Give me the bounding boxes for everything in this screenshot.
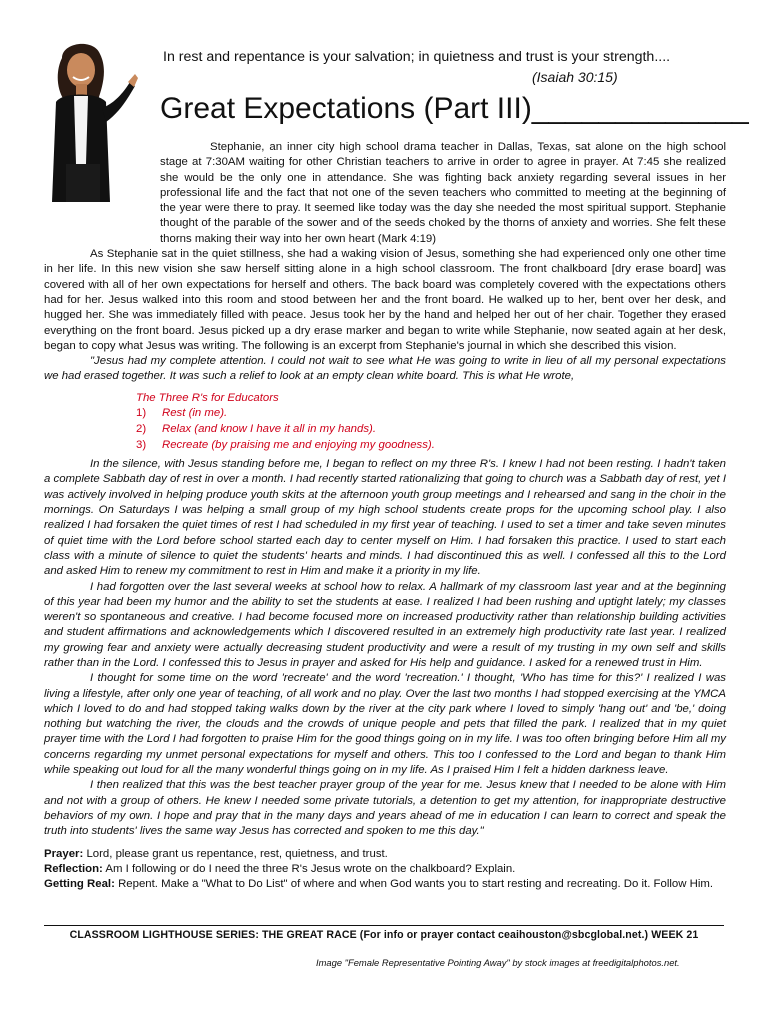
- prayer-text: Lord, please grant us repentance, rest, quietness, and trust.: [86, 847, 388, 860]
- getting-real-text: Repent. Make a "What to Do List" of where and when God wants you to start resting and recreating. Do it. Follow Him.: [118, 878, 714, 891]
- article-body: [44, 140, 726, 892]
- list-item-text: Recreate (by praising me and enjoying my goodness).: [162, 438, 435, 451]
- prayer-line: [44, 847, 726, 862]
- verse-citation: (Isaiah 30:15): [532, 69, 618, 85]
- journal-paragraph: In the silence, with Jesus standing before me, I began to reflect on my three R's. I knew I had not been resting. I hadn't taken a complete Sabbath day of rest in over a month. I had recently started rationalizing that going to church was a Sabbath day of rest, yet I was actively involved in helping produce youth skits at the afternoon youth group meetings and I rehearsed and sang in the choir in the mornings. On Saturdays I was helping a small group of my high school students create props for the upcoming school play. I also realized I had forsaken the quiet times of rest I had scheduled in my first year of teaching. I used to set a timer and take seven minutes of quiet time with the Lord before school started each day to center myself on Him. I had forsaken this practice. I used to start each class with a minute of silence to quiet the students' hearts and minds. I had discontinued this as well. I confessed all this to the Lord and asked Him to renew my commitment to rest in Him and make it a priority in my life.: [44, 458, 726, 578]
- list-item-text: Relax (and know I have it all in my hands).: [162, 422, 376, 435]
- getting-real-label: Getting Real:: [44, 878, 115, 891]
- list-item-number: 1): [136, 407, 147, 420]
- paragraph: As Stephanie sat in the quiet stillness, she had a waking vision of Jesus, something she had experienced only one other time in her life. In this new vision she saw herself sitting alone in a high school classroom. The front chalkboard [dry erase board] was covered with all of her own expectations for herself and others. The back board was completely covered with the expectations others had for her. Jesus walked into this room and stood between her and the front board. He walked up to her, bent over her desk, and hugged her. She was immediately filled with peace. Jesus took her by the hand and helped her out of her chair. Together they erased everything on the front board. Jesus picked up a dry erase marker and began to write while Stephanie, now seated again at her desk, began to copy what Jesus was writing. The following is an excerpt from Stephanie's journal in which she described this vision.: [44, 248, 726, 352]
- series-footer: CLASSROOM LIGHTHOUSE SERIES: THE GREAT RACE (For info or prayer contact ceaihouston@sbcglobal.net.) WEEK 21: [44, 925, 724, 941]
- journal-paragraph: I thought for some time on the word 'recreate' and the word 'recreation.' I thought, 'Who has time for this?' I realized I was living a lifestyle, after only one year of teaching, of all work and no play. Over the last two months I had stopped exercising at the YMCA which I loved to do and had stopped taking walks down by the river at the city park where I loved to simply 'hang out' and 'be,' doing nothing but watching the river, the clouds and the crowds of unique people and pets that filled the park. I realized that in my quiet prayer time with the Lord I had forgotten to praise Him for the good things going on in my life. I was too often bringing before Him all my concerns regarding my unmet personal expectations for myself and others. This too I confessed to the Lord and began to thank Him while speaking out loud for all the many wonderful things going on in my life. As I praised Him I felt a hidden darkness leave.: [44, 672, 726, 777]
- list-item: [136, 438, 726, 454]
- list-item: [136, 406, 726, 422]
- epigraph-verse: In rest and repentance is your salvation; in quietness and trust is your strength....: [163, 49, 671, 65]
- reflection-label: Reflection:: [44, 862, 103, 875]
- closing-section: [44, 847, 726, 893]
- journal-paragraph: I then realized that this was the best teacher prayer group of the year for me. Jesus knew that I needed to be alone with Him and not with a group of others. He knew I needed some private tutorials, a detention to get my attention, for inappropriate destructive behaviors of my own. I hope and pray that in the many days and years ahead of me in education I can learn to correct and speak the truth into students' lives the same way Jesus has corrected and spoken to me this day.": [44, 779, 726, 838]
- prayer-label: Prayer:: [44, 847, 84, 860]
- paragraph: Stephanie, an inner city high school drama teacher in Dallas, Texas, sat alone on the high school stage at 7:30AM waiting for other Christian teachers to arrive in order to agree in prayer. At 7:45 she realized she would be the only one in attendance. She was fighting back anxiety regarding several issues in her professional life and the fact that not one of the seven teachers who committed to meeting at the beginning of the year were there to pray. It seemed like today was the day she needed the most spiritual support. Stephanie thought of the parable of the sower and of the seeds choked by the thorns of anxiety and worries. She felt these thorns making their way into her own heart (Mark 4:19): [160, 141, 726, 245]
- list-item-number: 3): [136, 438, 147, 451]
- getting-real-line: [44, 877, 726, 892]
- list-item-text: Rest (in me).: [162, 407, 228, 420]
- image-credit: Image "Female Representative Pointing Away" by stock images at freedigitalphotos.net.: [316, 957, 680, 968]
- page-title: Great Expectations (Part III)_____________: [160, 92, 749, 125]
- journal-paragraph: I had forgotten over the last several weeks at school how to relax. A hallmark of my classroom last year and at the beginning of this year had been my humor and the ability to set the students at ease. I realized I had been rushing and uptight lately; my classes weren't so spontaneous and creative. I had become focused more on increased productivity rather than relationship building activities and student affirmations and acknowledgements which I discovered resulted in an extremely high productivity rate last year. I realized my growing fear and anxiety were actually decreasing student productivity and were a result of my trusting in my own self and skills rather than in the Lord. I confessed this to Jesus in prayer and asked for His help and guidance. I asked for a renewed trust in Him.: [44, 580, 726, 669]
- three-rs-list: [136, 391, 726, 453]
- journal-paragraph: "Jesus had my complete attention. I could not wait to see what He was going to write in lieu of all my personal expectations we had erased together. It was such a relief to look at an empty clean white board. This is what He wrote,: [44, 355, 726, 383]
- reflection-line: [44, 862, 726, 877]
- list-item: [136, 422, 726, 438]
- list-title: The Three R's for Educators: [136, 391, 279, 404]
- list-item-number: 2): [136, 422, 147, 435]
- reflection-text: Am I following or do I need the three R's Jesus wrote on the chalkboard? Explain.: [105, 862, 516, 875]
